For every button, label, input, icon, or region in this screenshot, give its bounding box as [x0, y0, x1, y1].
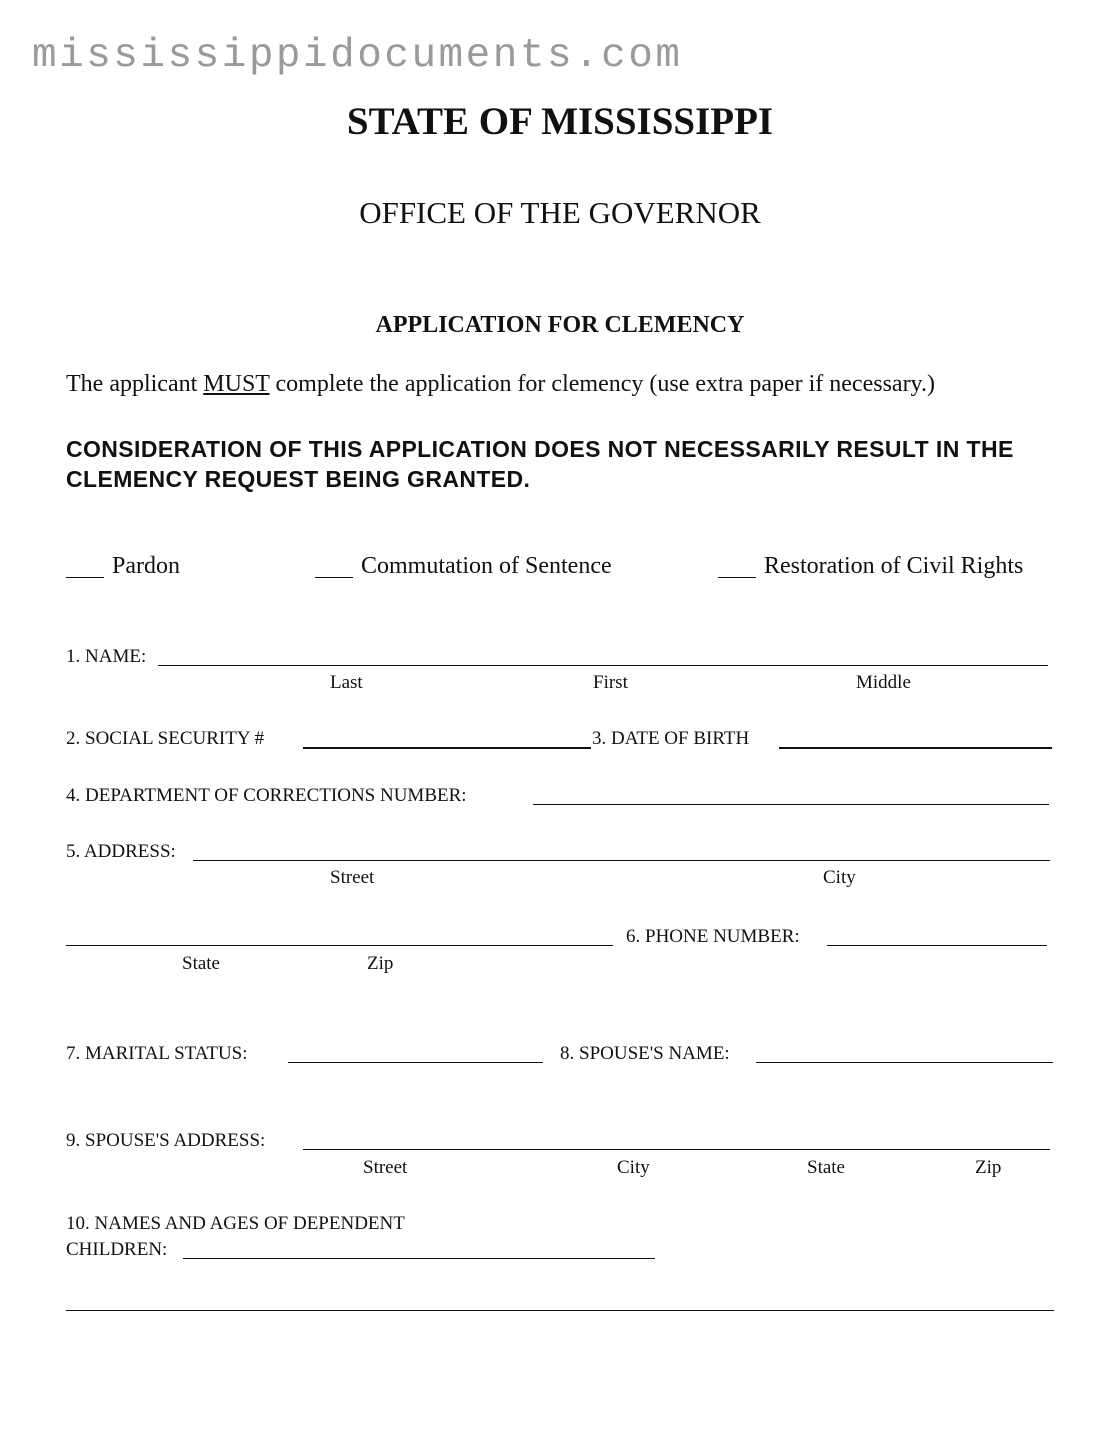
address-sub-state: State [182, 953, 220, 974]
spouse-address-sub-state: State [807, 1157, 845, 1178]
option-pardon-label: Pardon [112, 553, 180, 579]
ssn-label: 2. SOCIAL SECURITY # [66, 728, 265, 749]
dependents-field[interactable] [183, 1258, 655, 1259]
dependents-label-line2: CHILDREN: [66, 1239, 168, 1260]
address-field[interactable] [193, 860, 1050, 861]
ssn-field[interactable] [303, 747, 591, 749]
address-sub-zip: Zip [367, 953, 394, 974]
notice-text: CONSIDERATION OF THIS APPLICATION DOES NOT NECESSARILY RESULT IN THE CLEMENCY REQUEST BEING GRANTED. [66, 436, 1014, 492]
site-watermark: mississippidocuments.com [32, 33, 683, 79]
spouse-address-sub-city: City [617, 1157, 650, 1178]
name-field[interactable] [158, 665, 1048, 666]
name-sub-first: First [593, 672, 628, 693]
phone-field[interactable] [827, 945, 1047, 946]
doc-number-field[interactable] [533, 804, 1049, 805]
instruction-text [66, 372, 935, 396]
option-restoration-label: Restoration of Civil Rights [764, 553, 1024, 579]
page-subtitle: OFFICE OF THE GOVERNOR [359, 195, 761, 230]
address-state-zip-field[interactable] [66, 945, 613, 946]
instruction-emphasis: MUST [203, 371, 270, 397]
instruction-after: complete the application for clemency (use extra paper if necessary.) [269, 371, 935, 397]
spouse-address-sub-street: Street [363, 1157, 408, 1178]
option-pardon-blank[interactable] [66, 559, 104, 578]
marital-status-field[interactable] [288, 1062, 543, 1063]
spouse-name-label: 8. SPOUSE'S NAME: [560, 1043, 730, 1064]
spouse-address-label: 9. SPOUSE'S ADDRESS: [66, 1130, 266, 1151]
option-commutation[interactable] [315, 554, 612, 578]
address-sub-city: City [823, 867, 856, 888]
phone-label: 6. PHONE NUMBER: [626, 926, 800, 947]
option-restoration[interactable] [718, 554, 1023, 578]
dob-label: 3. DATE OF BIRTH [592, 728, 750, 749]
option-restoration-blank[interactable] [718, 559, 756, 578]
option-pardon[interactable] [66, 554, 180, 578]
page-title: STATE OF MISSISSIPPI [346, 100, 774, 143]
form-title: APPLICATION FOR CLEMENCY [375, 312, 745, 338]
dependents-label-line1: 10. NAMES AND AGES OF DEPENDENT [66, 1213, 405, 1234]
marital-status-label: 7. MARITAL STATUS: [66, 1043, 248, 1064]
name-sub-last: Last [330, 672, 363, 693]
address-label: 5. ADDRESS: [66, 841, 176, 862]
option-commutation-label: Commutation of Sentence [361, 553, 612, 579]
spouse-name-field[interactable] [756, 1062, 1053, 1063]
spouse-address-sub-zip: Zip [975, 1157, 1002, 1178]
name-sub-middle: Middle [856, 672, 911, 693]
dependents-field-extra[interactable] [66, 1310, 1054, 1311]
spouse-address-field[interactable] [303, 1149, 1050, 1150]
doc-number-label: 4. DEPARTMENT OF CORRECTIONS NUMBER: [66, 785, 467, 806]
name-label: 1. NAME: [66, 646, 147, 667]
dob-field[interactable] [779, 747, 1052, 749]
instruction-before: The applicant [66, 371, 204, 397]
option-commutation-blank[interactable] [315, 559, 353, 578]
address-sub-street: Street [330, 867, 375, 888]
